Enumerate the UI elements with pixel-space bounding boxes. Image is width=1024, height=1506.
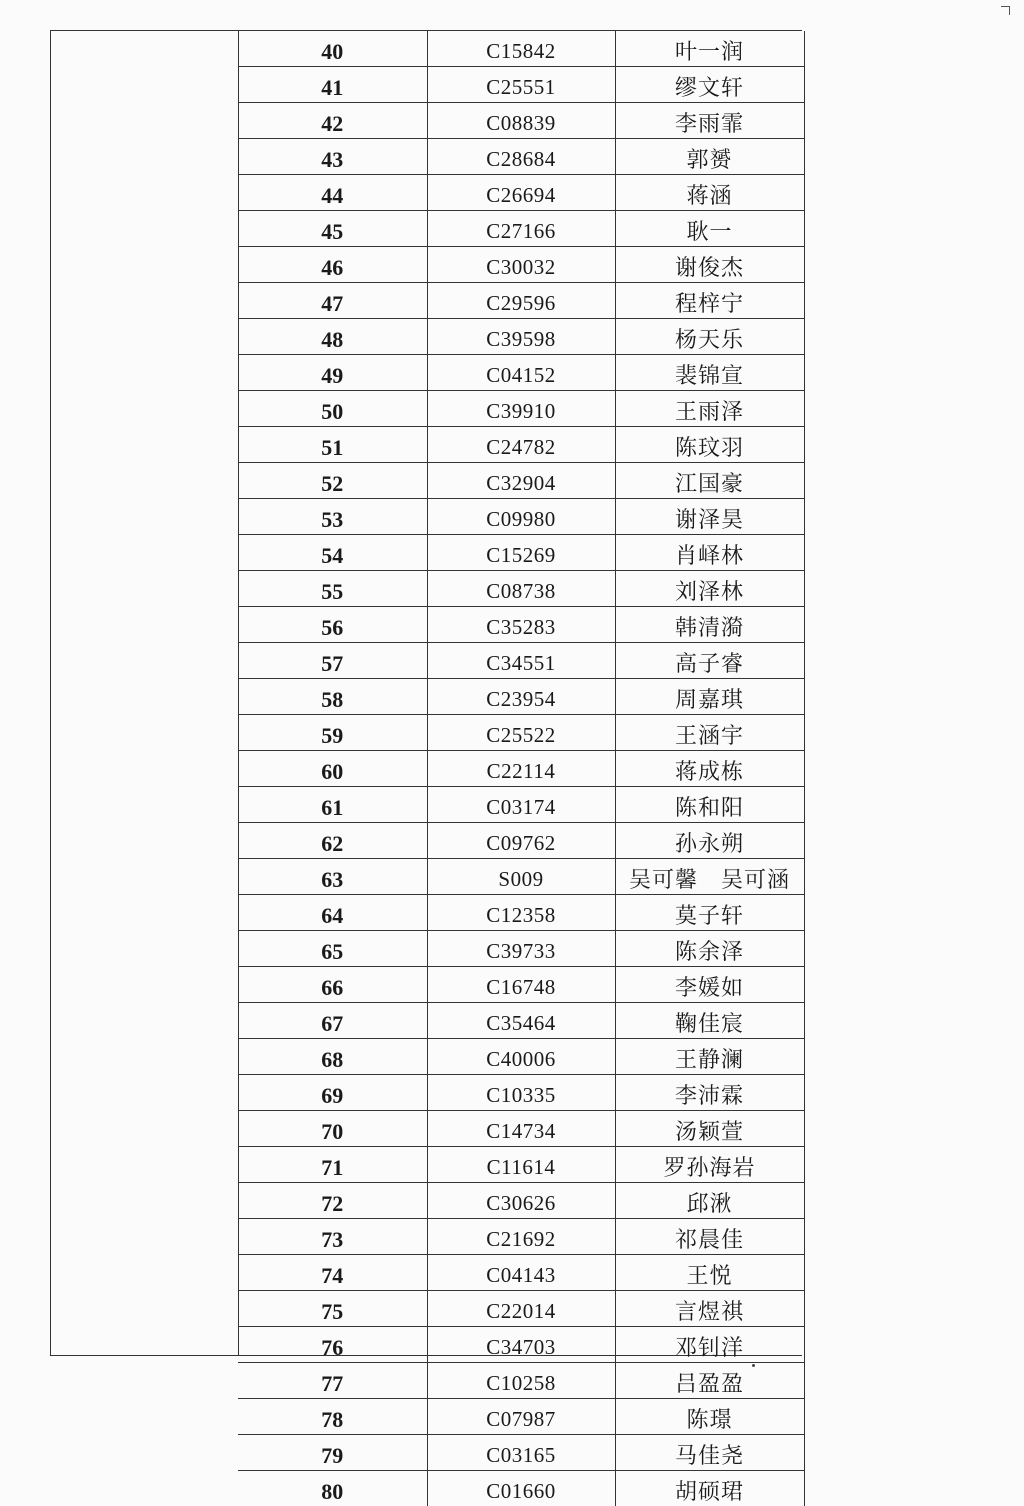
- row-number: 60: [238, 751, 427, 787]
- student-name: 谢俊杰: [615, 247, 804, 283]
- table-row: [238, 571, 804, 607]
- student-code: C25551: [427, 67, 615, 103]
- table-row: [238, 463, 804, 499]
- table-row: [238, 1219, 804, 1255]
- student-name: 李雨霏: [615, 103, 804, 139]
- student-name: 陈和阳: [615, 787, 804, 823]
- row-number: 51: [238, 427, 427, 463]
- table-row: [238, 1111, 804, 1147]
- student-code: C39733: [427, 931, 615, 967]
- row-number: 43: [238, 139, 427, 175]
- student-code: C40006: [427, 1039, 615, 1075]
- student-name: 李媛如: [615, 967, 804, 1003]
- student-code: C10258: [427, 1363, 615, 1399]
- student-name: 胡硕珺: [615, 1471, 804, 1506]
- student-code: C10335: [427, 1075, 615, 1111]
- student-code: C08738: [427, 571, 615, 607]
- row-number: 80: [238, 1471, 427, 1506]
- merged-group-cell: [51, 31, 239, 1355]
- student-code: C15269: [427, 535, 615, 571]
- table-row: [238, 1471, 804, 1506]
- table-row: [238, 319, 804, 355]
- table-row: [238, 931, 804, 967]
- roster-table: [238, 31, 805, 1506]
- row-number: 52: [238, 463, 427, 499]
- table-row: [238, 1399, 804, 1435]
- table-row: [238, 1075, 804, 1111]
- student-name: 陈玟羽: [615, 427, 804, 463]
- student-name: 裴锦宣: [615, 355, 804, 391]
- student-code: C03174: [427, 787, 615, 823]
- row-number: 62: [238, 823, 427, 859]
- table-row: [238, 175, 804, 211]
- row-number: 70: [238, 1111, 427, 1147]
- student-code: S009: [427, 859, 615, 895]
- student-name: 刘泽林: [615, 571, 804, 607]
- student-code: C27166: [427, 211, 615, 247]
- row-number: 49: [238, 355, 427, 391]
- row-number: 42: [238, 103, 427, 139]
- student-code: C26694: [427, 175, 615, 211]
- table-row: [238, 1039, 804, 1075]
- table-row: [238, 67, 804, 103]
- row-number: 67: [238, 1003, 427, 1039]
- table-row: [238, 607, 804, 643]
- row-number: 55: [238, 571, 427, 607]
- student-code: C08839: [427, 103, 615, 139]
- student-code: C35464: [427, 1003, 615, 1039]
- student-name: 陈璟: [615, 1399, 804, 1435]
- student-name: 谢泽昊: [615, 499, 804, 535]
- student-name: 高子睿: [615, 643, 804, 679]
- student-name: 马佳尧: [615, 1435, 804, 1471]
- table-row: [238, 1363, 804, 1399]
- student-name: 李沛霖: [615, 1075, 804, 1111]
- roster-body: [238, 31, 804, 1506]
- table-row: [238, 211, 804, 247]
- student-code: C23954: [427, 679, 615, 715]
- table-row: [238, 751, 804, 787]
- student-code: C03165: [427, 1435, 615, 1471]
- student-code: C01660: [427, 1471, 615, 1506]
- row-number: 68: [238, 1039, 427, 1075]
- row-number: 58: [238, 679, 427, 715]
- student-name: 肖峄林: [615, 535, 804, 571]
- table-row: [238, 895, 804, 931]
- table-row: [238, 427, 804, 463]
- student-name: 王静澜: [615, 1039, 804, 1075]
- table-row: [238, 679, 804, 715]
- row-number: 44: [238, 175, 427, 211]
- row-number: 75: [238, 1291, 427, 1327]
- student-name: 缪文轩: [615, 67, 804, 103]
- table-row: [238, 1435, 804, 1471]
- student-code: C16748: [427, 967, 615, 1003]
- row-number: 59: [238, 715, 427, 751]
- student-name: 罗孙海岩: [615, 1147, 804, 1183]
- scan-corner-mark: [1001, 6, 1010, 15]
- student-code: C15842: [427, 31, 615, 67]
- row-number: 65: [238, 931, 427, 967]
- table-row: [238, 1003, 804, 1039]
- student-name: 耿一: [615, 211, 804, 247]
- student-name: 叶一润: [615, 31, 804, 67]
- row-number: 64: [238, 895, 427, 931]
- row-number: 72: [238, 1183, 427, 1219]
- student-name: 蒋成栋: [615, 751, 804, 787]
- student-code: C34703: [427, 1327, 615, 1363]
- table-row: [238, 859, 804, 895]
- scan-speck: [752, 1364, 755, 1367]
- student-name: 蒋涵: [615, 175, 804, 211]
- table-row: [238, 1327, 804, 1363]
- student-code: C39598: [427, 319, 615, 355]
- student-name: 孙永朔: [615, 823, 804, 859]
- student-name: 陈余泽: [615, 931, 804, 967]
- student-code: C09762: [427, 823, 615, 859]
- student-name: 言煜祺: [615, 1291, 804, 1327]
- student-name: 程梓宁: [615, 283, 804, 319]
- student-name: 汤颖萱: [615, 1111, 804, 1147]
- row-number: 41: [238, 67, 427, 103]
- roster-sheet: [50, 30, 802, 1356]
- table-row: [238, 967, 804, 1003]
- row-number: 54: [238, 535, 427, 571]
- student-name: 杨天乐: [615, 319, 804, 355]
- table-row: [238, 139, 804, 175]
- row-number: 66: [238, 967, 427, 1003]
- table-row: [238, 31, 804, 67]
- table-row: [238, 247, 804, 283]
- student-code: C24782: [427, 427, 615, 463]
- student-name: 周嘉琪: [615, 679, 804, 715]
- row-number: 69: [238, 1075, 427, 1111]
- student-name: 王悦: [615, 1255, 804, 1291]
- student-code: C12358: [427, 895, 615, 931]
- student-name: 王涵宇: [615, 715, 804, 751]
- student-code: C29596: [427, 283, 615, 319]
- table-row: [238, 823, 804, 859]
- student-name: 韩清漪: [615, 607, 804, 643]
- student-code: C30032: [427, 247, 615, 283]
- row-number: 76: [238, 1327, 427, 1363]
- table-row: [238, 787, 804, 823]
- table-row: [238, 1147, 804, 1183]
- table-row: [238, 715, 804, 751]
- row-number: 78: [238, 1399, 427, 1435]
- table-row: [238, 1183, 804, 1219]
- student-code: C32904: [427, 463, 615, 499]
- row-number: 56: [238, 607, 427, 643]
- table-row: [238, 1291, 804, 1327]
- table-row: [238, 283, 804, 319]
- student-code: C07987: [427, 1399, 615, 1435]
- student-name: 鞠佳宸: [615, 1003, 804, 1039]
- student-code: C34551: [427, 643, 615, 679]
- student-name: 吕盈盈: [615, 1363, 804, 1399]
- student-code: C25522: [427, 715, 615, 751]
- student-name: 王雨泽: [615, 391, 804, 427]
- student-code: C11614: [427, 1147, 615, 1183]
- row-number: 46: [238, 247, 427, 283]
- row-number: 77: [238, 1363, 427, 1399]
- student-name: 江国豪: [615, 463, 804, 499]
- table-row: [238, 535, 804, 571]
- student-code: C21692: [427, 1219, 615, 1255]
- table-row: [238, 499, 804, 535]
- row-number: 73: [238, 1219, 427, 1255]
- row-number: 40: [238, 31, 427, 67]
- row-number: 47: [238, 283, 427, 319]
- student-name: 邓钊洋: [615, 1327, 804, 1363]
- student-name: 莫子轩: [615, 895, 804, 931]
- student-code: C09980: [427, 499, 615, 535]
- student-name: 吴可馨 吴可涵: [615, 859, 804, 895]
- student-code: C22014: [427, 1291, 615, 1327]
- row-number: 61: [238, 787, 427, 823]
- student-code: C04152: [427, 355, 615, 391]
- row-number: 53: [238, 499, 427, 535]
- row-number: 50: [238, 391, 427, 427]
- row-number: 71: [238, 1147, 427, 1183]
- row-number: 74: [238, 1255, 427, 1291]
- student-code: C30626: [427, 1183, 615, 1219]
- student-name: 祁晨佳: [615, 1219, 804, 1255]
- student-name: 郭赟: [615, 139, 804, 175]
- row-number: 57: [238, 643, 427, 679]
- table-row: [238, 391, 804, 427]
- table-row: [238, 643, 804, 679]
- row-number: 45: [238, 211, 427, 247]
- row-number: 63: [238, 859, 427, 895]
- student-code: C39910: [427, 391, 615, 427]
- student-name: 邱湫: [615, 1183, 804, 1219]
- student-code: C14734: [427, 1111, 615, 1147]
- table-row: [238, 355, 804, 391]
- table-row: [238, 1255, 804, 1291]
- student-code: C04143: [427, 1255, 615, 1291]
- row-number: 48: [238, 319, 427, 355]
- row-number: 79: [238, 1435, 427, 1471]
- student-code: C35283: [427, 607, 615, 643]
- student-code: C28684: [427, 139, 615, 175]
- table-row: [238, 103, 804, 139]
- student-code: C22114: [427, 751, 615, 787]
